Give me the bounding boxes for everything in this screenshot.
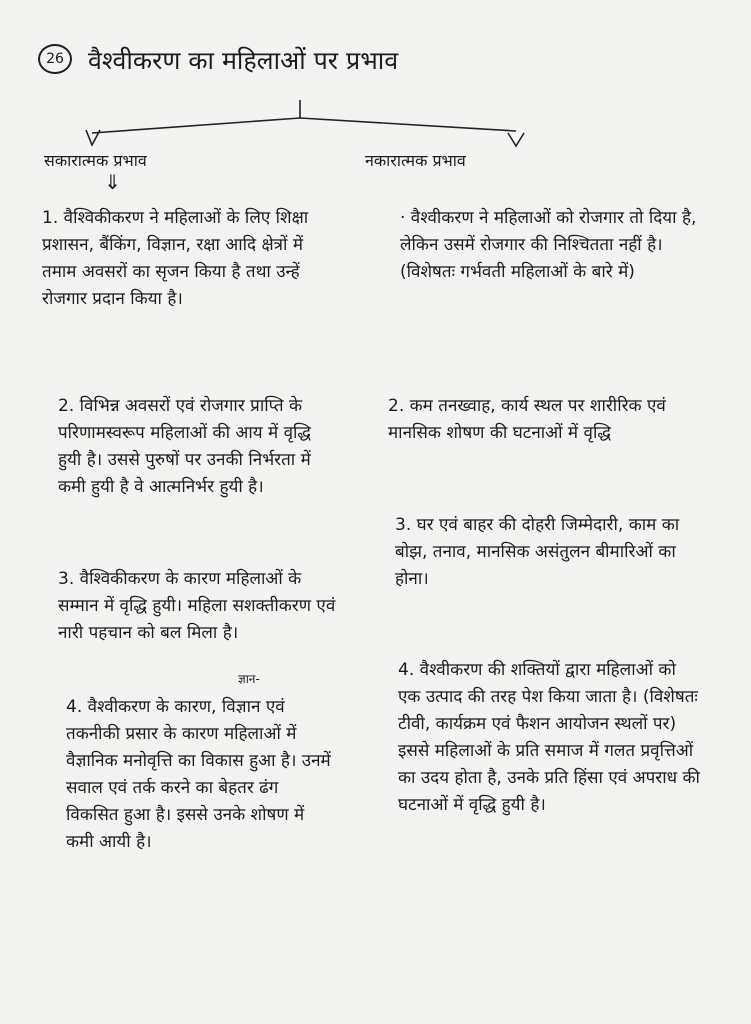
negative-point-3: 3. घर एवं बाहर की दोहरी जिम्मेदारी, काम का बोझ, तनाव, मानसिक असंतुलन बीमारिओं का होना। (395, 515, 680, 589)
question-number: 26 (38, 44, 72, 74)
positive-point-3: 3. वैश्विकीकरण के कारण महिलाओं के सम्मान में वृद्धि हुयी। महिला सशक्तीकरण एवं नारी पहचान को बल मिला है। (58, 569, 336, 643)
double-arrow-down-icon: ⇓ (104, 170, 121, 194)
positive-heading: सकारात्मक प्रभाव (44, 151, 147, 170)
negative-heading: नकारात्मक प्रभाव (365, 151, 466, 170)
page-title: वैश्वीकरण का महिलाओं पर प्रभाव (88, 46, 399, 75)
negative-point-4: 4. वैश्वीकरण की शक्तियों द्वारा महिलाओं को एक उत्पाद की तरह पेश किया जाता है। (विशेषतः टीवी, कार्यक्रम एवं फैशन आयोजन स्थलों पर) इससे महिलाओं के प्रति समाज में गलत प्रवृत्तिओं का उदय होता है, उनके प्रति हिंसा एवं अपराध की घटनाओं में वृद्धि हुयी है। (398, 660, 700, 815)
positive-point-4: 4. वैश्वीकरण के कारण, विज्ञान एवं तकनीकी प्रसार के कारण महिलाओं में वैज्ञानिक मनोवृत्ति का विकास हुआ है। उनमें सवाल एवं तर्क करने का बेहतर ढंग विकसित हुआ है। इससे उनके शोषण में कमी आयी है। (66, 697, 331, 852)
negative-point-2: 2. कम तनख्वाह, कार्य स्थल पर शारीरिक एवं मानसिक शोषण की घटनाओं में वृद्धि (388, 396, 666, 443)
insertion-note: ज्ञान- (238, 672, 260, 686)
positive-point-1: 1. वैश्विकीकरण ने महिलाओं के लिए शिक्षा प्रशासन, बैंकिंग, विज्ञान, रक्षा आदि क्षेत्रों में तमाम अवसरों का सृजन किया है तथा उन्हें रोजगार प्रदान किया है। (42, 208, 309, 309)
positive-point-2: 2. विभिन्न अवसरों एवं रोजगार प्राप्ति के परिणामस्वरूप महिलाओं की आय में वृद्धि हुयी है। उससे पुरुषों पर उनकी निर्भरता में कमी हुयी है वे आत्मनिर्भर हुयी है। (58, 396, 312, 497)
negative-point-1: · वैश्वीकरण ने महिलाओं को रोजगार तो दिया है, लेकिन उसमें रोजगार की निश्चितता नहीं है। (विशेषतः गर्भवती महिलाओं के बारे में) (400, 208, 697, 282)
